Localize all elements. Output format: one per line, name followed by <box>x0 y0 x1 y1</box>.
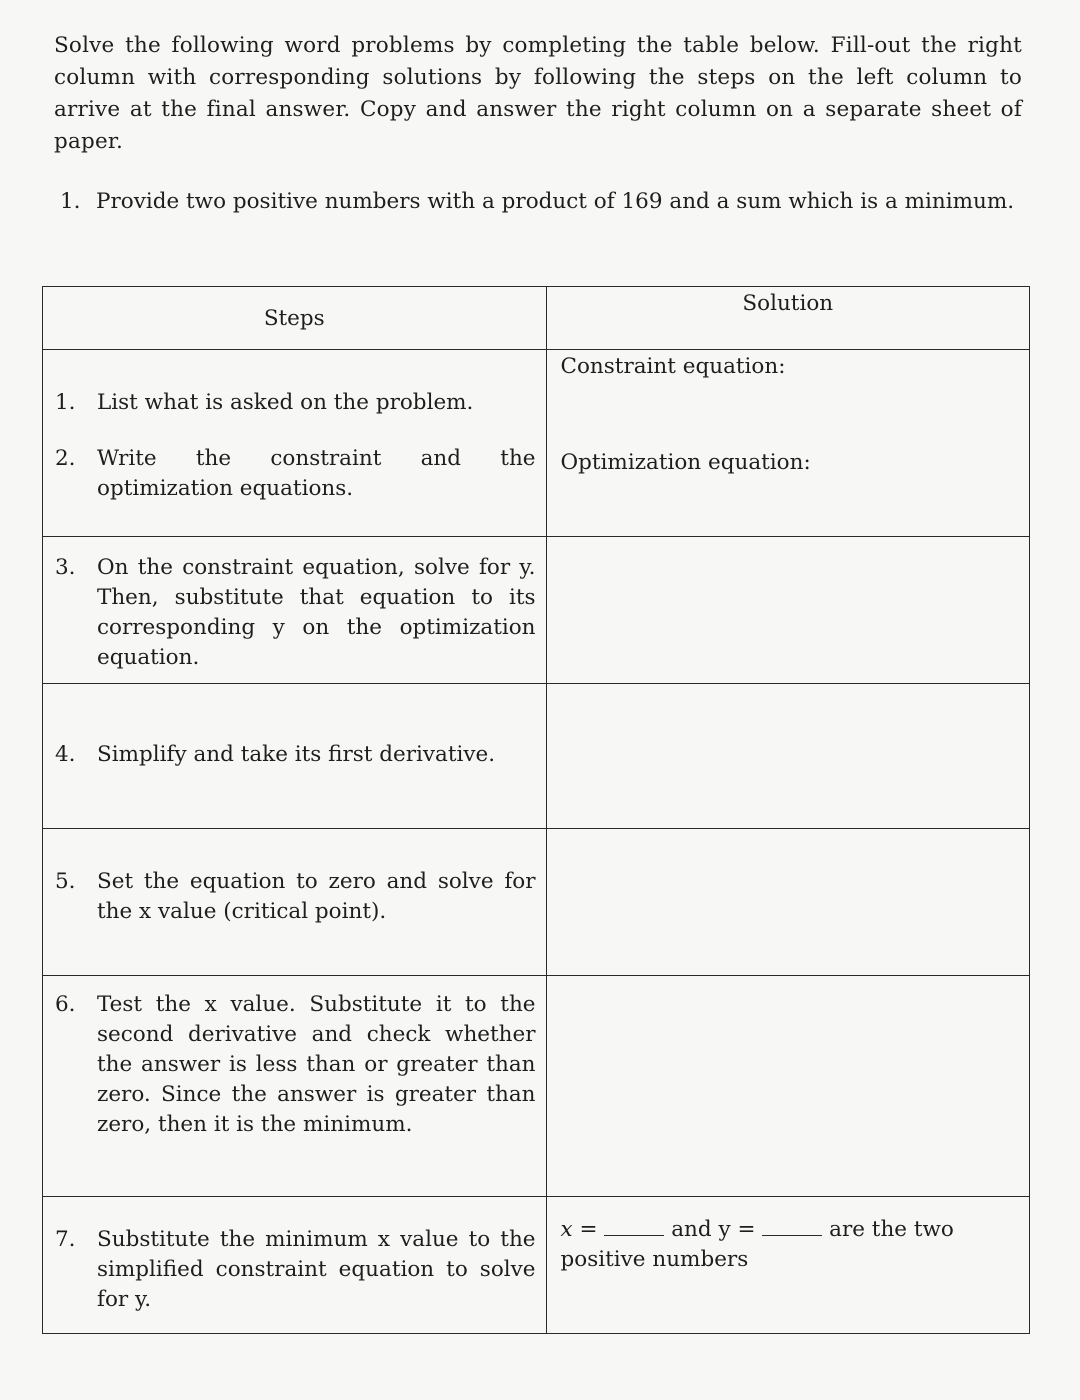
step-7 <box>43 1225 546 1315</box>
x-equals-label: x = <box>560 1217 598 1242</box>
table-row <box>43 684 1030 829</box>
step-3 <box>43 553 546 673</box>
optimization-equation-label: Optimization equation: <box>560 450 811 475</box>
solution-cell-1-2[interactable] <box>546 350 1029 537</box>
steps-cell-5 <box>43 829 547 976</box>
instructions-paragraph: Solve the following word problems by completing the table below. Fill-out the right column with corresponding solutions by following the steps on the left column to arrive at the final answer. Copy and answer the right column on a separate sheet of paper. <box>54 33 1022 154</box>
table-header-row <box>43 287 1030 350</box>
solution-cell-4[interactable] <box>546 684 1029 829</box>
and-y-equals-label: and y = <box>671 1217 756 1242</box>
steps-cell-1-2 <box>43 350 547 537</box>
step-text: Set the equation to zero and solve for the x value (critical point). <box>97 869 536 924</box>
table-row <box>43 537 1030 684</box>
header-steps: Steps <box>43 287 547 350</box>
steps-cell-6 <box>43 976 547 1197</box>
table-row <box>43 1197 1030 1334</box>
solution-cell-6[interactable] <box>546 976 1029 1197</box>
constraint-equation-label: Constraint equation: <box>560 354 786 379</box>
step-text: Simplify and take its first derivative. <box>97 742 496 767</box>
table-row <box>43 350 1030 537</box>
final-answer <box>547 1215 1029 1275</box>
step-text: Test the x value. Substitute it to the second derivative and check whether the answer is less than or greater than zero. Since the answer is greater than zero, then it is the minimum. <box>97 992 536 1137</box>
table-row <box>43 976 1030 1197</box>
steps-cell-7 <box>43 1197 547 1334</box>
step-number: 5. <box>55 869 76 894</box>
step-text: On the constraint equation, solve for y. Then, substitute that equation to its corresponding y on the optimization equation. <box>97 555 536 670</box>
step-6 <box>43 990 546 1140</box>
solution-cell-5[interactable] <box>546 829 1029 976</box>
y-answer-blank[interactable] <box>762 1217 822 1236</box>
x-answer-blank[interactable] <box>604 1217 664 1236</box>
steps-cell-3 <box>43 537 547 684</box>
problem-text: Provide two positive numbers with a product of 169 and a sum which is a minimum. <box>96 189 1015 214</box>
problem-statement <box>60 186 1022 218</box>
steps-solution-table <box>42 286 1030 1334</box>
step-number: 3. <box>55 555 76 580</box>
step-2 <box>43 444 546 504</box>
step-text: Write the constraint and the optimization equations. <box>97 446 536 501</box>
problem-number: 1. <box>60 189 81 214</box>
solution-cell-3[interactable] <box>546 537 1029 684</box>
step-5 <box>43 867 546 927</box>
step-4 <box>43 740 546 770</box>
step-number: 1. <box>55 390 76 415</box>
steps-cell-4 <box>43 684 547 829</box>
step-number: 7. <box>55 1227 76 1252</box>
final-answer-suffix: are the two positive numbers <box>560 1217 954 1272</box>
step-1 <box>43 388 546 418</box>
step-text: List what is asked on the problem. <box>97 390 474 415</box>
step-number: 4. <box>55 742 76 767</box>
step-text: Substitute the minimum x value to the simplified constraint equation to solve for y. <box>97 1227 536 1312</box>
table-row <box>43 829 1030 976</box>
solution-cell-7[interactable] <box>546 1197 1029 1334</box>
step-number: 2. <box>55 446 76 471</box>
step-number: 6. <box>55 992 76 1017</box>
header-solution: Solution <box>546 287 1029 350</box>
